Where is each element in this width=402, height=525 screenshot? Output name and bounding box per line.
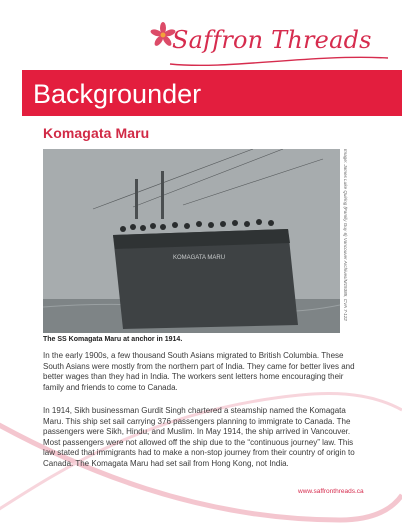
ship-name-text: KOMAGATA MARU (172, 255, 226, 261)
article-paragraph-1: In the early 1900s, a few thousand South Asians migrated to British Columbia. These South Asians were mostly from the northern part of India. They came for better lives and better wages than they had in India. The workers sent letters home encouraging their family and friends to come to Canada. (43, 351, 355, 392)
photo-caption: The SS Komagata Maru at anchor in 1914. (43, 336, 183, 343)
footer-website-link[interactable]: www.saffronthreads.ca (298, 488, 364, 495)
page-title: Backgrounder (33, 79, 202, 109)
brand-name: Saffron Threads (172, 26, 372, 54)
article-subtitle: Komagata Maru (43, 125, 150, 141)
logo-swash (168, 52, 390, 70)
photo-credit-text: Image: James Luke Quiring (Family Guy 6) Vancouver Archives/M15385, CVA 7-122 (343, 149, 348, 321)
title-banner (22, 70, 402, 116)
ship-illustration (43, 149, 340, 333)
ship-photo (43, 149, 340, 333)
photo-credit (340, 149, 351, 333)
article-paragraph-2: In 1914, Sikh businessman Gurdit Singh chartered a steamship named the Komagata Maru. This ship set sail carrying 376 passengers planning to immigrate to Canada. The passengers were Sikh, Hindu, and Muslim. In May 1914, the ship arrived in Vancouver. Most passengers were not allowed off the ship due to the “continuous journey” law. This law stated that immigrants had to make a non-stop journey from their country of origin to Canada. The Komagata Maru had set sail from Hong Kong, not India. (43, 406, 355, 468)
saffron-threads-logo (150, 22, 390, 66)
